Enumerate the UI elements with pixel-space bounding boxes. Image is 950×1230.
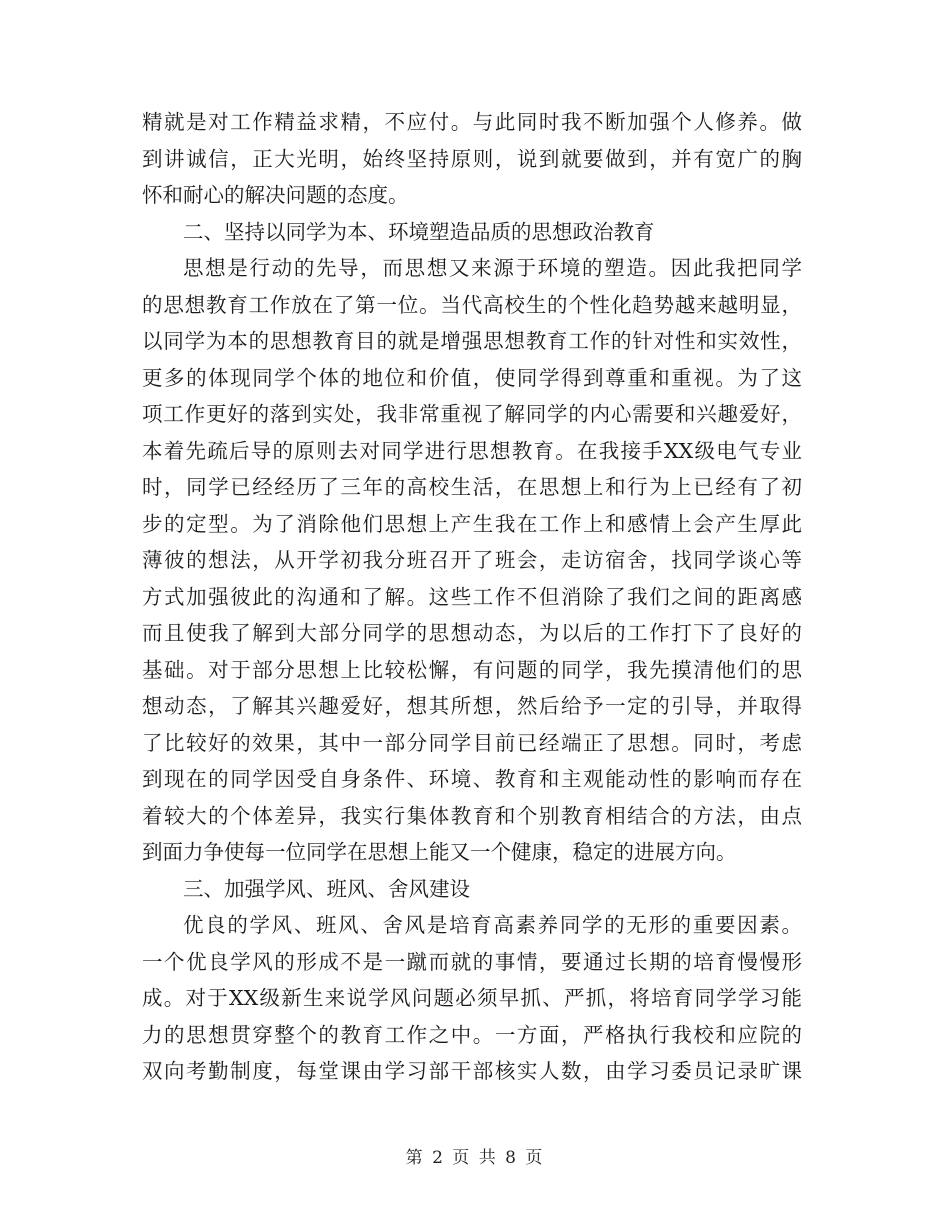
text-line: 二、坚持以同学为本、环境塑造品质的思想政治教育 — [183, 219, 655, 244]
text-line: 更多的体现同学个体的地位和价值，使同学得到尊重和重视。为了这 — [142, 365, 802, 390]
text-line: 本着先疏后导的原则去对同学进行思想教育。在我接手XX级电气专业 — [142, 438, 802, 463]
text-line: 怀和耐心的解决问题的态度。 — [142, 183, 409, 207]
text-line: 三、加强学风、班风、舍风建设 — [183, 876, 470, 901]
text-line: 优良的学风、班风、舍风是培育高素养同学的无形的重要因素。 — [183, 913, 802, 937]
text-line: 双向考勤制度，每堂课由学习部干部核实人数，由学习委员记录旷课 — [142, 1059, 802, 1083]
text-line: 了比较好的效果，其中一部分同学目前已经端正了思想。同时，考虑 — [142, 730, 802, 755]
text-line: 想动态，了解其兴趣爱好，想其所想，然后给予一定的引导，并取得 — [142, 694, 802, 718]
text-line: 精就是对工作精益求精，不应付。与此同时我不断加强个人修养。做 — [142, 110, 802, 134]
text-line: 到面力争使每一位同学在思想上能又一个健康，稳定的进展方向。 — [142, 840, 737, 864]
text-line: 到讲诚信，正大光明，始终坚持原则，说到就要做到，并有宽广的胸 — [142, 146, 802, 171]
text-line: 方式加强彼此的沟通和了解。这些工作不但消除了我们之间的距离感 — [142, 584, 802, 609]
text-line: 一个优良学风的形成不是一蹴而就的事情，要通过长期的培育慢慢形 — [142, 949, 802, 974]
text-line: 时，同学已经经历了三年的高校生活，在思想上和行为上已经有了初 — [142, 475, 802, 499]
text-line: 基础。对于部分思想上比较松懈，有问题的同学，我先摸清他们的思 — [142, 657, 802, 682]
text-line: 而且使我了解到大部分同学的思想动态，为以后的工作打下了良好的 — [142, 621, 802, 645]
text-line: 成。对于XX级新生来说学风问题必须早抓、严抓，将培育同学学习能 — [142, 986, 802, 1010]
text-line: 着较大的个体差异，我实行集体教育和个别教育相结合的方法，由点 — [142, 803, 802, 828]
text-line: 项工作更好的落到实处，我非常重视了解同学的内心需要和兴趣爱好， — [142, 402, 802, 426]
text-line: 以同学为本的思想教育目的就是增强思想教育工作的针对性和实效性， — [142, 329, 802, 353]
text-line: 步的定型。为了消除他们思想上产生我在工作上和感情上会产生厚此 — [142, 511, 802, 536]
text-line: 的思想教育工作放在了第一位。当代高校生的个性化趋势越来越明显， — [142, 292, 802, 317]
text-line: 思想是行动的先导，而思想又来源于环境的塑造。因此我把同学 — [183, 256, 802, 280]
text-line: 薄彼的想法，从开学初我分班召开了班会，走访宿舍，找同学谈心等 — [142, 548, 802, 572]
page-footer: 第 2 页 共 8 页 — [405, 1148, 545, 1168]
text-line: 力的思想贯穿整个的教育工作之中。一方面，严格执行我校和应院的 — [142, 1022, 802, 1047]
text-line: 到现在的同学因受自身条件、环境、教育和主观能动性的影响而存在 — [142, 767, 802, 791]
document-body — [142, 104, 802, 1090]
